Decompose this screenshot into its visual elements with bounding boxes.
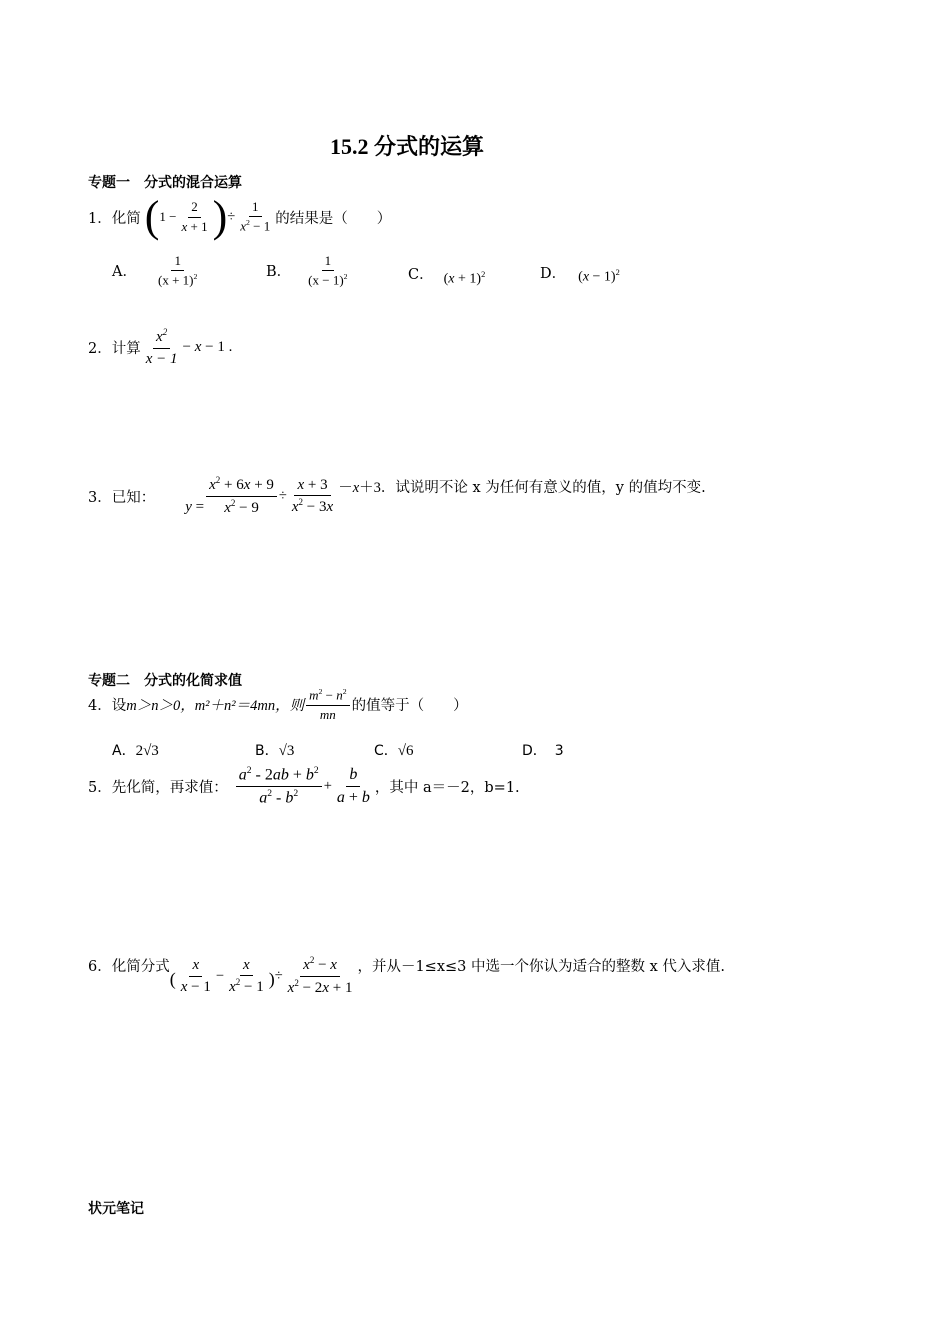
question-3-suffix: ．试说明不论 x 为任何有意义的值，y 的值均不变. (380, 479, 706, 496)
footer-notes: 状元笔记 (88, 1201, 144, 1217)
question-4-suffix: 的值等于（ ） (351, 698, 468, 715)
question-5-suffix: ，其中 a＝－2，b=1. (374, 779, 520, 796)
option-4d: D． 3 (522, 743, 564, 759)
question-5-label: 5．先化简，再求值： (88, 779, 228, 796)
question-4-label: 4．设 (88, 698, 127, 715)
question-6-label: 6．化简分式 (88, 958, 170, 975)
question-2-label: 2．计算 (88, 341, 141, 357)
option-d: D． $(x - 1)^2$ (540, 266, 620, 285)
section-heading-2: 专题二 分式的化简求值 (88, 673, 242, 689)
question-4: 4．设 m＞n＞0，m²＋n²＝4mn，则 $\frac{m^2 - n^2}{mn}$ 的值等于（ ） (88, 687, 468, 722)
option-b: B． $\frac{1}{(x - 1)^2}$ (266, 253, 348, 288)
question-2: 2．计算 $\frac{x^2}{x - 1}$ − x − 1 . (88, 327, 233, 367)
question-1-suffix: 的结果是（ ） (275, 210, 392, 227)
question-1-label: 1．化简 (88, 210, 141, 227)
question-4-condition: m＞n＞0，m²＋n²＝4mn，则 (126, 698, 305, 715)
question-3-label: 3．已知： (88, 489, 156, 506)
question-5: 5．先化简，再求值： $\frac{a^2 - 2ab + b^2}{a^2 - b^2}$ + $\frac{b}{a + b}$ ，其中 a＝－2，b=1. (88, 765, 520, 807)
option-4b: B．√3 (255, 743, 295, 759)
question-3: 3．已知： y = $\frac{x^2 + 6x + 9}{x^2 - 9}$ ÷ $\frac{x + 3}{x^2 - 3x}$ －x＋3 ．试说明不论 x 为任何有意义的值，y 的值均不变. (88, 475, 706, 516)
question-6-suffix: ，并从－1≤x≤3 中选一个你认为适合的整数 x 代入求值. (357, 958, 725, 975)
page-title: 15.2 分式的运算 (330, 134, 485, 159)
question-1: 1．化简 ( 1 − $\frac{2}{x + 1}$ ) ÷ $\frac{1}{x^2 - 1}$ 的结果是（ ） (88, 192, 392, 241)
option-c: C． $(x + 1)^2$ (408, 267, 486, 287)
option-a: A． $\frac{1}{(x + 1)^2}$ (112, 253, 198, 288)
option-4a: A．2√3 (112, 743, 159, 759)
question-6: 6．化简分式 ( $\frac{x}{x - 1}$ − $\frac{x}{x^2 - 1}$ ) ÷ $\frac{x^2 - x}{x^2 - 2x + 1}$ ，并从－1≤x≤3 中选一个你认为适合的整数 x 代入求值. (88, 955, 725, 996)
option-4c: C．√6 (374, 743, 414, 759)
section-heading-1: 专题一 分式的混合运算 (88, 175, 242, 191)
